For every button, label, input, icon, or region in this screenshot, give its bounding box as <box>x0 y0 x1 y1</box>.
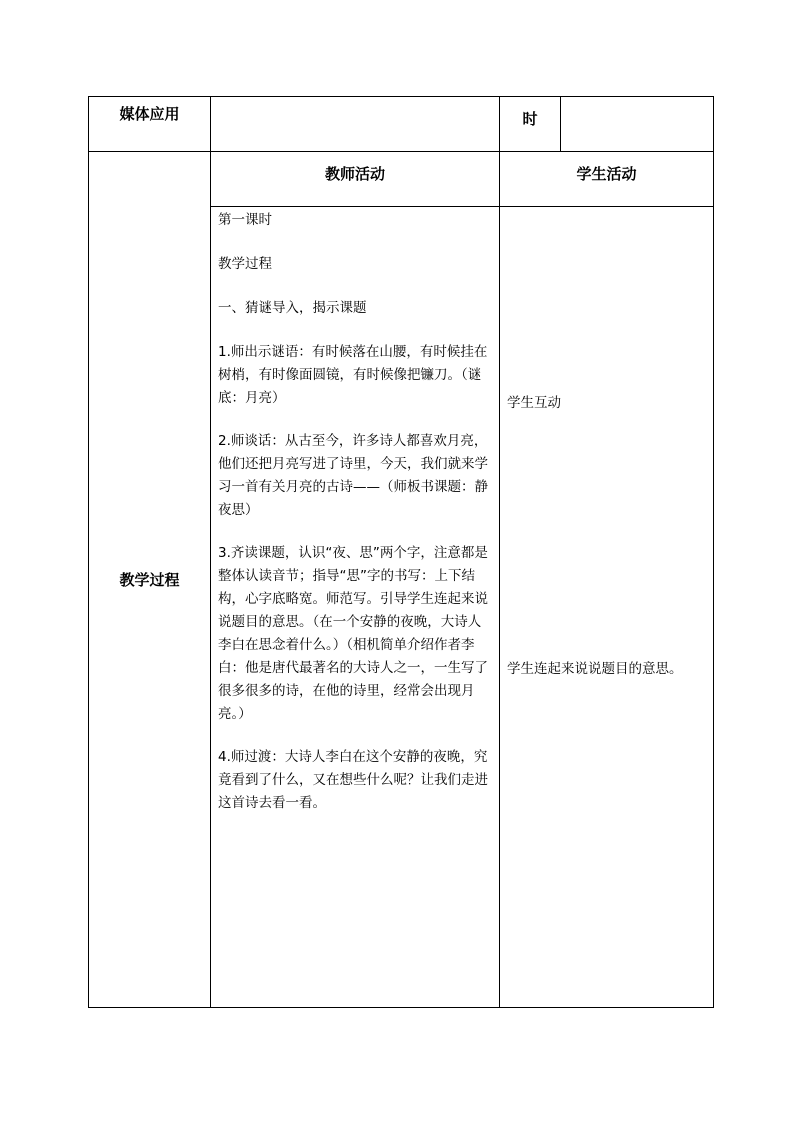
student-column-header <box>500 152 714 207</box>
time-label: 时 <box>522 110 538 128</box>
time-label-cell <box>500 97 561 152</box>
teacher-paragraph: 一、猜谜导入，揭示课题 <box>218 300 367 316</box>
teacher-paragraph: 1.师出示谜语：有时候落在山腰，有时候挂在树梢，有时像面圆镜，有时候像把镰刀。（谜底：月亮） <box>218 344 488 406</box>
teacher-paragraph: 2.师谈话：从古至今，许多诗人都喜欢月亮，他们还把月亮写进了诗里，今天，我们就来学习一首有关月亮的古诗——（师板书课题：静夜思） <box>218 433 488 518</box>
media-label: 媒体应用 <box>119 105 180 123</box>
time-value-cell <box>561 97 714 152</box>
student-item: 学生连起来说说题目的意思。 <box>507 661 683 677</box>
student-item: 学生互动 <box>507 395 561 411</box>
header-row <box>89 97 714 152</box>
section-label-cell <box>89 152 211 1008</box>
student-activity-heading: 学生活动 <box>576 165 637 183</box>
section-label: 教学过程 <box>119 571 180 589</box>
teacher-activity-heading: 教师活动 <box>324 165 385 183</box>
teacher-paragraph: 3.齐读课题，认识“夜、思”两个字，注意都是整体认读音节；指导“思”字的书写：上下结构，心字底略宽。师范写。引导学生连起来说说题目的意思。（在一个安静的夜晚，大诗人李白在思念着什么。）（相机简单介绍作者李白：他是唐代最著名的大诗人之一，一生写了很多很多的诗，在他的诗里，经常会出现月亮。） <box>218 545 488 722</box>
teacher-paragraph: 第一课时 <box>218 212 272 228</box>
media-value-cell <box>211 97 500 152</box>
teacher-paragraph: 教学过程 <box>218 256 272 272</box>
teacher-column-header <box>211 152 500 207</box>
media-label-cell <box>89 97 211 152</box>
student-activity-cell <box>500 207 714 1008</box>
column-header-row <box>89 152 714 207</box>
lesson-plan-table <box>88 96 714 1008</box>
teacher-activity-cell <box>211 207 500 1008</box>
teacher-paragraph: 4.师过渡：大诗人李白在这个安静的夜晚，究竟看到了什么，又在想些什么呢？让我们走进这首诗去看一看。 <box>218 749 488 811</box>
